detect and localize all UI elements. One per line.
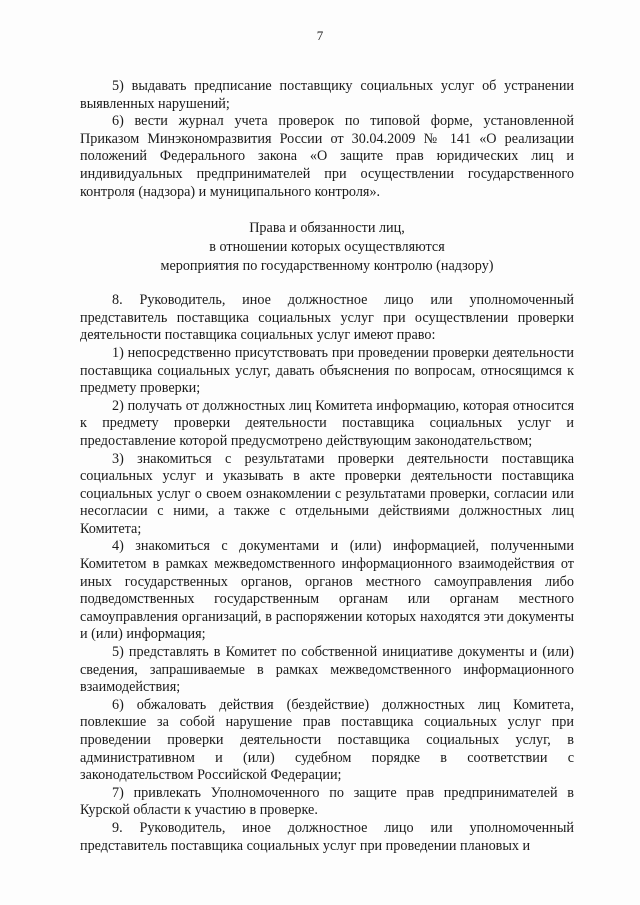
heading-line-3: мероприятия по государственному контролю (надзору) bbox=[160, 258, 494, 275]
paragraph-8-item-5: 5) представлять в Комитет по собственной инициативе документы и (или) сведения, запрашиваемые в рамках межведомственного информационного взаимодействия; bbox=[80, 644, 574, 696]
paragraph-9: 9. Руководитель, иное должностное лицо или уполномоченный представитель поставщика социальных услуг при проведении плановых и bbox=[80, 819, 574, 854]
heading-line-2: в отношении которых осуществляются bbox=[209, 239, 445, 256]
paragraph-8-item-1: 1) непосредственно присутствовать при проведении проверки деятельности поставщика социальных услуг, давать объяснения по вопросам, относящимся к предмету проверки; bbox=[80, 344, 574, 397]
paragraph-8-item-3: 3) знакомиться с результатами проверки деятельности поставщика социальных услуг и указывать в акте проверки деятельности поставщика социальных услуг о своем ознакомлении с результатами проверки, согласии или несогласии с ними, а также с отдельными действиями должностных лиц Комитета; bbox=[80, 450, 574, 537]
paragraph-item-5: 5) выдавать предписание поставщику социальных услуг об устранении выявленных нарушений; bbox=[80, 78, 574, 112]
paragraph-8-item-7: 7) привлекать Уполномоченного по защите прав предпринимателей в Курской области к участию в проверке. bbox=[80, 784, 574, 819]
heading-line-1: Права и обязанности лиц, bbox=[249, 220, 405, 237]
section-heading bbox=[80, 219, 574, 276]
document-body bbox=[80, 78, 574, 855]
paragraph-8-item-4: 4) знакомиться с документами и (или) информацией, полученными Комитетом в рамках межведомственного информационного взаимодействия от иных государственных органов, органов местного самоуправления либо подведомственных государственным органам или органам местного самоуправления организаций, в распоряжении которых находятся эти документы и (или) информация; bbox=[80, 538, 574, 643]
page-number: 7 bbox=[316, 28, 324, 43]
paragraph-8-item-2: 2) получать от должностных лиц Комитета информацию, которая относится к предмету проверки деятельности поставщика социальных услуг и предоставление которой предусмотрено действующим законодательством; bbox=[80, 397, 574, 449]
paragraph-item-6: 6) вести журнал учета проверок по типовой форме, установленной Приказом Минэкономразвития России от 30.04.2009 № 141 «О реализации положений Федерального закона «О защите прав юридических лиц и индивидуальных предпринимателей при осуществлении государственного контроля (надзора) и муниципального контроля». bbox=[80, 113, 574, 200]
paragraph-8-item-6: 6) обжаловать действия (бездействие) должностных лиц Комитета, повлекшие за собой нарушение прав поставщика социальных услуг при проведении проверки деятельности поставщика социальных услуг, в административном и (или) судебном порядке в соответствии с законодательством Российской Федерации; bbox=[80, 696, 574, 784]
paragraph-8: 8. Руководитель, иное должностное лицо или уполномоченный представитель поставщика социальных услуг при осуществлении проверки деятельности поставщика социальных услуг имеют право: bbox=[80, 292, 574, 344]
